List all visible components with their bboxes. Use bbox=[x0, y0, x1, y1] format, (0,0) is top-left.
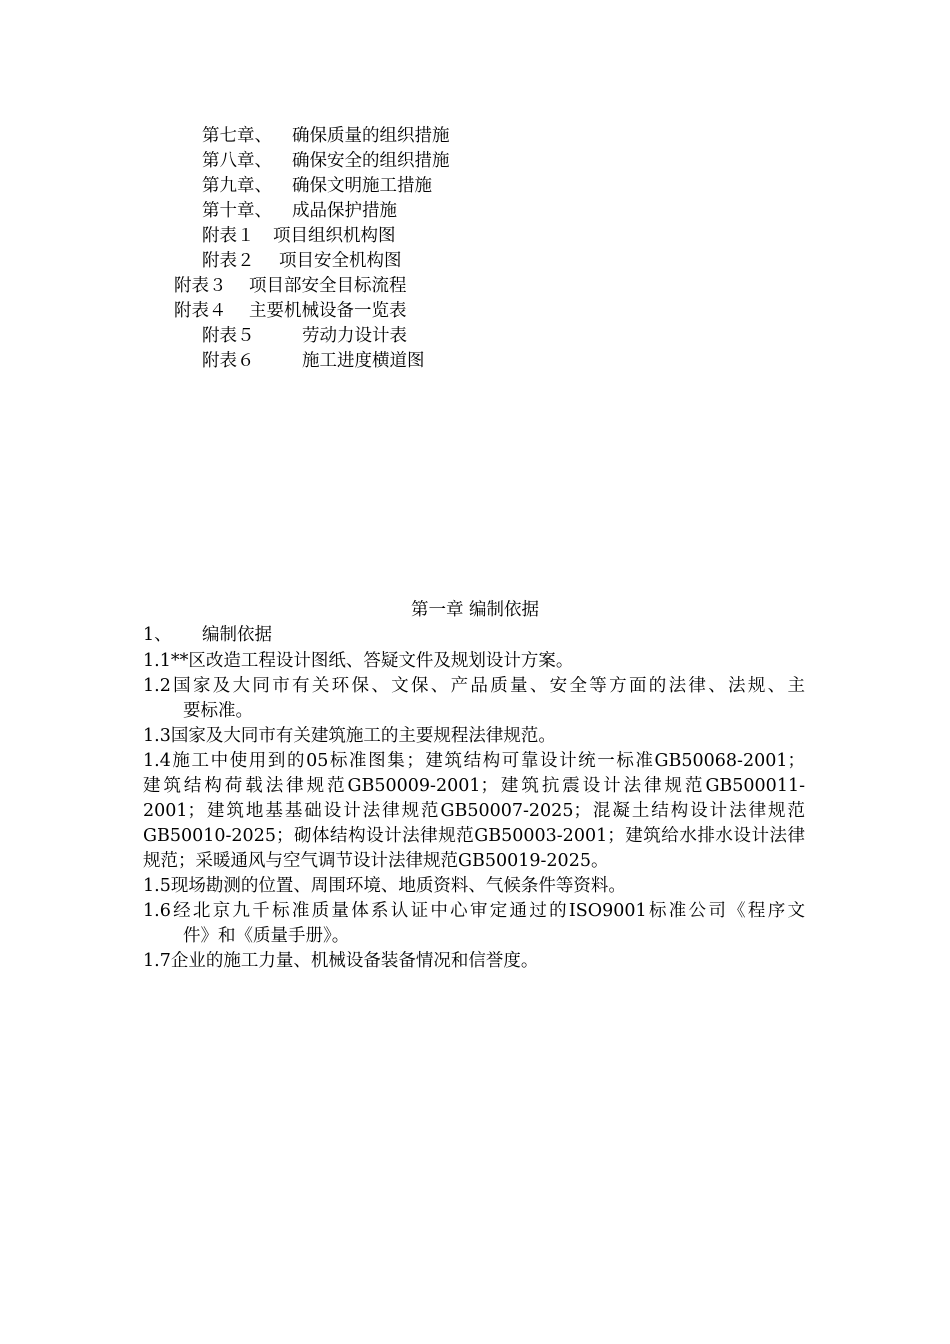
toc-item bbox=[202, 249, 402, 273]
toc-item-number: 附表３ bbox=[174, 276, 227, 296]
basis-item-7: 1.7企业的施工力量、机械设备装备情况和信誉度。 bbox=[143, 951, 539, 971]
basis-item-6-cont: 件》和《质量手册》。 bbox=[183, 926, 350, 946]
basis-item-1: 1.1**区改造工程设计图纸、答疑文件及规划设计方案。 bbox=[143, 651, 574, 671]
toc-item-title: 确保文明施工措施 bbox=[292, 176, 432, 196]
basis-item-4-cont: 建筑结构荷载法律规范GB50009-2001；建筑抗震设计法律规范GB500011- bbox=[143, 776, 805, 796]
basis-item-4-cont: GB50010-2025；砌体结构设计法律规范GB50003-2001；建筑给水排水设计法律 bbox=[143, 826, 805, 846]
toc-item-number: 附表６ bbox=[202, 351, 255, 371]
toc-item bbox=[174, 274, 407, 298]
basis-item-6: 1.6经北京九千标准质量体系认证中心审定通过的ISO9001标准公司《程序文 bbox=[143, 901, 805, 921]
toc-item-title: 确保安全的组织措施 bbox=[292, 151, 450, 171]
toc-item-number: 第十章、 bbox=[202, 201, 272, 221]
chapter-heading: 第一章 编制依据 bbox=[410, 600, 540, 620]
toc-item bbox=[202, 199, 397, 223]
basis-item-2-cont: 要标准。 bbox=[183, 701, 253, 721]
basis-item-3: 1.3国家及大同市有关建筑施工的主要规程法律规范。 bbox=[143, 726, 556, 746]
section-number: 1、 bbox=[143, 625, 172, 645]
basis-item-4: 1.4施工中使用到的05标准图集；建筑结构可靠设计统一标准GB50068-2001； bbox=[143, 751, 805, 771]
basis-item-5: 1.5现场勘测的位置、周围环境、地质资料、气候条件等资料。 bbox=[143, 876, 626, 896]
toc-item bbox=[202, 149, 450, 173]
toc-item bbox=[174, 299, 407, 323]
basis-item-2: 1.2国家及大同市有关环保、文保、产品质量、安全等方面的法律、法规、主 bbox=[143, 676, 805, 696]
toc-item bbox=[202, 349, 425, 373]
toc-item bbox=[202, 224, 396, 248]
toc-item-number: 附表１ bbox=[202, 226, 255, 246]
toc-item bbox=[202, 324, 407, 348]
toc-item-title: 成品保护措施 bbox=[292, 201, 397, 221]
toc-item-title: 确保质量的组织措施 bbox=[292, 126, 450, 146]
toc-item-number: 附表５ bbox=[202, 326, 255, 346]
toc-item-number: 第九章、 bbox=[202, 176, 272, 196]
toc-item-title: 项目安全机构图 bbox=[279, 251, 402, 271]
toc-item-title: 项目组织机构图 bbox=[273, 226, 396, 246]
toc-item-title: 主要机械设备一览表 bbox=[249, 301, 407, 321]
toc-item-title: 劳动力设计表 bbox=[302, 326, 407, 346]
toc-item-number: 第七章、 bbox=[202, 126, 272, 146]
section-title: 编制依据 bbox=[202, 625, 272, 645]
section-heading bbox=[143, 623, 272, 647]
toc-item-title: 施工进度横道图 bbox=[302, 351, 425, 371]
toc-item-number: 附表２ bbox=[202, 251, 255, 271]
basis-item-4-cont: 2001；建筑地基基础设计法律规范GB50007-2025；混凝土结构设计法律规范 bbox=[143, 801, 805, 821]
toc-item-number: 附表４ bbox=[174, 301, 227, 321]
toc-item bbox=[202, 124, 450, 148]
basis-item-4-cont: 规范；采暖通风与空气调节设计法律规范GB50019-2025。 bbox=[143, 851, 609, 871]
toc-item-number: 第八章、 bbox=[202, 151, 272, 171]
toc-item-title: 项目部安全目标流程 bbox=[249, 276, 407, 296]
toc-item bbox=[202, 174, 432, 198]
